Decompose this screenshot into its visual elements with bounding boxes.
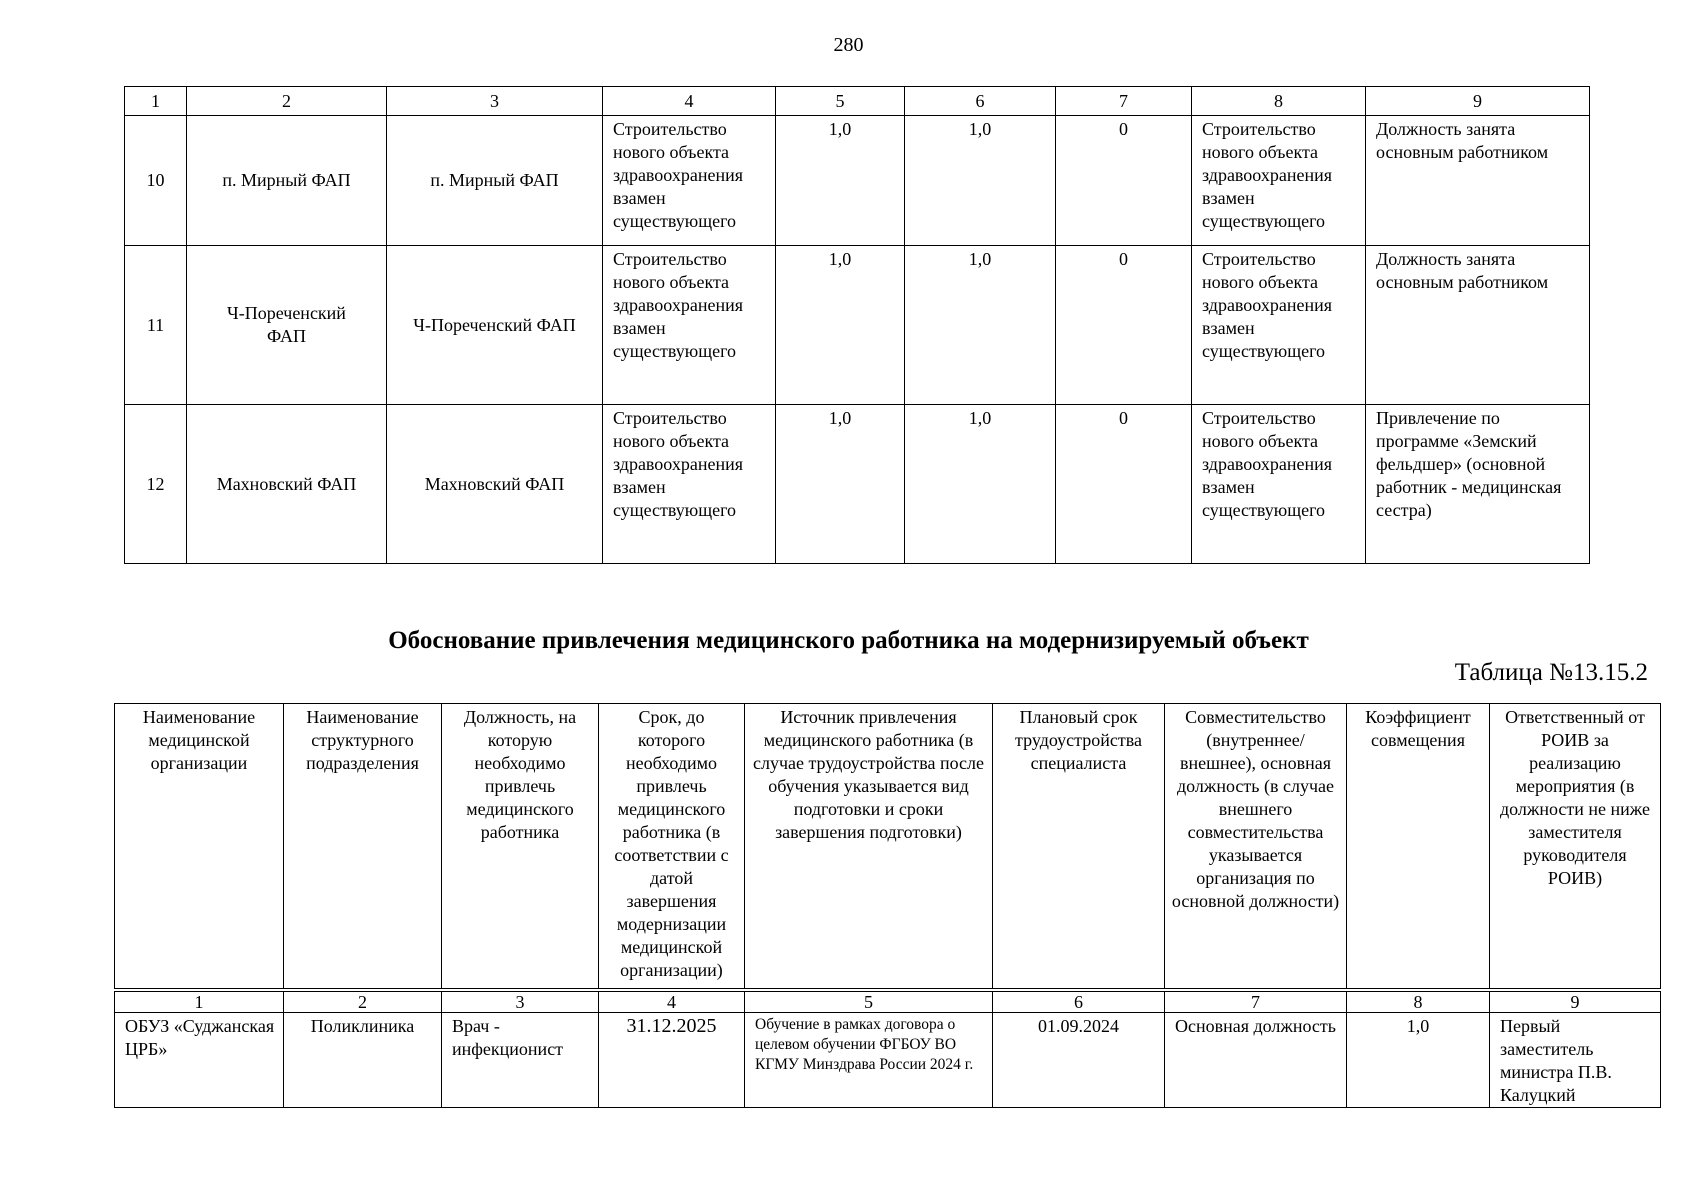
planned-date-cell: 01.09.2024 [993,1013,1165,1108]
column-number: 3 [387,87,603,116]
value-cell: 1,0 [776,116,905,246]
responsible-cell: Первый заместитель министра П.В. Калуцкий [1490,1013,1661,1108]
combination-cell: Основная должность [1165,1013,1347,1108]
column-number: 7 [1165,990,1347,1013]
org-cell: ОБУЗ «Суджанская ЦРБ» [115,1013,284,1108]
value-cell: 0 [1056,405,1192,564]
source-cell: Обучение в рамках договора о целевом обучении ФГБОУ ВО КГМУ Минздрава России 2024 г. [745,1013,993,1108]
org-cell: п. Мирный ФАП [187,116,387,246]
column-header: Совместительство (внутреннее/внешнее), основная должность (в случае внешнего совместительства указывается организация по основной должности) [1165,704,1347,991]
note-cell: Должность занята основным работником [1366,116,1590,246]
reason-cell: Строительство нового объекта здравоохранения взамен существующего [603,116,776,246]
unit-cell: п. Мирный ФАП [387,116,603,246]
column-number: 8 [1347,990,1490,1013]
row-number: 11 [125,246,187,405]
column-number: 5 [776,87,905,116]
value-cell: 1,0 [905,116,1056,246]
column-number: 9 [1490,990,1661,1013]
deadline-cell: 31.12.2025 [599,1013,745,1108]
value-cell: 1,0 [776,246,905,405]
unit-cell: Ч-Пореченский ФАП [387,246,603,405]
table-header-row [125,87,1590,116]
value-cell: 0 [1056,116,1192,246]
column-number: 3 [442,990,599,1013]
column-header: Коэффициент совмещения [1347,704,1490,991]
table-recruitment [114,703,1661,1108]
unit-cell: Поликлиника [284,1013,442,1108]
column-number: 2 [187,87,387,116]
reason-cell: Строительство нового объекта здравоохранения взамен существующего [1192,116,1366,246]
value-cell: 0 [1056,246,1192,405]
page-number: 280 [833,34,864,56]
note-cell: Привлечение по программе «Земский фельдшер» (основной работник - медицинская сестра) [1366,405,1590,564]
reason-cell: Строительство нового объекта здравоохранения взамен существующего [1192,405,1366,564]
column-header: Должность, на которую необходимо привлечь медицинского работника [442,704,599,991]
table-label: Таблица №13.15.2 [1454,659,1648,686]
column-number: 9 [1366,87,1590,116]
row-number: 12 [125,405,187,564]
reason-cell: Строительство нового объекта здравоохранения взамен существующего [1192,246,1366,405]
column-number: 1 [125,87,187,116]
column-header: Источник привлечения медицинского работника (в случае трудоустройства после обучения указывается вид подготовки и сроки завершения подготовки) [745,704,993,991]
column-number: 2 [284,990,442,1013]
column-number: 7 [1056,87,1192,116]
coefficient-cell: 1,0 [1347,1013,1490,1108]
org-cell: Махновский ФАП [187,405,387,564]
value-cell: 1,0 [905,246,1056,405]
column-number: 8 [1192,87,1366,116]
table-row [125,116,1590,246]
table-header-row [115,704,1661,991]
table-row [125,405,1590,564]
org-cell: Ч-Пореченский ФАП [187,246,387,405]
column-numbers-row [115,990,1661,1013]
column-header: Плановый срок трудоустройства специалиста [993,704,1165,991]
column-number: 5 [745,990,993,1013]
column-number: 4 [599,990,745,1013]
table-row [125,246,1590,405]
reason-cell: Строительство нового объекта здравоохранения взамен существующего [603,405,776,564]
column-number: 1 [115,990,284,1013]
table-row [115,1013,1661,1108]
value-cell: 1,0 [776,405,905,564]
column-number: 6 [993,990,1165,1013]
column-header: Наименование медицинской организации [115,704,284,991]
column-header: Срок, до которого необходимо привлечь медицинского работника (в соответствии с датой завершения модернизации медицинской организации) [599,704,745,991]
table-staffing [124,86,1590,564]
note-cell: Должность занята основным работником [1366,246,1590,405]
value-cell: 1,0 [905,405,1056,564]
column-number: 6 [905,87,1056,116]
unit-cell: Махновский ФАП [387,405,603,564]
column-number: 4 [603,87,776,116]
column-header: Наименование структурного подразделения [284,704,442,991]
position-cell: Врач - инфекционист [442,1013,599,1108]
column-header: Ответственный от РОИВ за реализацию мероприятия (в должности не ниже заместителя руководителя РОИВ) [1490,704,1661,991]
reason-cell: Строительство нового объекта здравоохранения взамен существующего [603,246,776,405]
row-number: 10 [125,116,187,246]
section-title: Обоснование привлечения медицинского работника на модернизируемый объект [388,627,1309,654]
